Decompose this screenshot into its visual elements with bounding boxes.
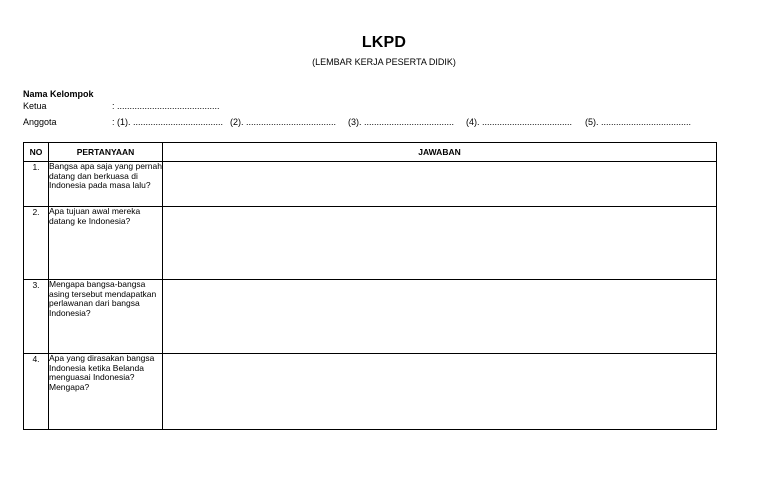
worksheet-title: LKPD — [361, 34, 407, 51]
worksheet-subtitle: (LEMBAR KERJA PESERTA DIDIK) — [312, 57, 456, 67]
table-row — [24, 162, 717, 207]
answer-cell[interactable] — [163, 280, 717, 354]
members-colon: : — [112, 117, 115, 127]
member-field-4[interactable]: (4). .................................... — [466, 117, 573, 127]
answer-cell[interactable] — [163, 354, 717, 430]
header-question: PERTANYAAN — [49, 143, 163, 162]
member-field-5[interactable]: (5). .................................... — [585, 117, 692, 127]
table-header-row — [24, 143, 717, 162]
members-label: Anggota — [23, 117, 57, 127]
question-cell: Apa yang dirasakan bangsa Indonesia ketika Belanda menguasai Indonesia? Mengapa? — [49, 354, 163, 430]
group-name-heading: Nama Kelompok — [23, 89, 94, 99]
leader-field[interactable]: : ......................................... — [112, 101, 220, 111]
question-cell: Bangsa apa saja yang pernah datang dan berkuasa di Indonesia pada masa lalu? — [49, 162, 163, 207]
answer-cell[interactable] — [163, 207, 717, 280]
row-number: 2. — [24, 207, 49, 280]
answer-cell[interactable] — [163, 162, 717, 207]
header-answer: JAWABAN — [163, 143, 717, 162]
row-number: 1. — [24, 162, 49, 207]
table-row — [24, 207, 717, 280]
member-field-2[interactable]: (2). .................................... — [230, 117, 337, 127]
question-cell: Apa tujuan awal mereka datang ke Indonesia? — [49, 207, 163, 280]
row-number: 4. — [24, 354, 49, 430]
member-field-3[interactable]: (3). .................................... — [348, 117, 455, 127]
member-field-1[interactable]: (1). .................................... — [117, 117, 224, 127]
leader-label: Ketua — [23, 101, 47, 111]
table-row — [24, 280, 717, 354]
header-no: NO — [24, 143, 49, 162]
table-row — [24, 354, 717, 430]
question-table — [23, 142, 717, 430]
row-number: 3. — [24, 280, 49, 354]
question-cell: Mengapa bangsa-bangsa asing tersebut mendapatkan perlawanan dari bangsa Indonesia? — [49, 280, 163, 354]
